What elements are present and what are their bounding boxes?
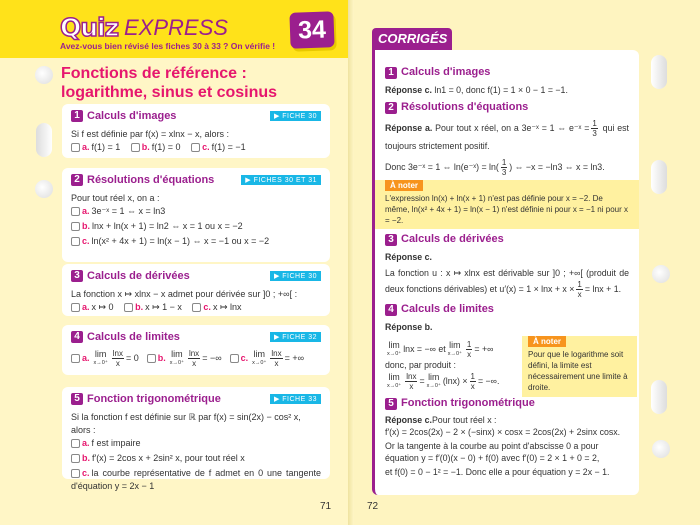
number-badge: 1 xyxy=(385,67,397,79)
binder-slot-icon xyxy=(651,380,667,414)
checkbox[interactable] xyxy=(71,303,80,312)
checkbox[interactable] xyxy=(71,143,80,152)
number-badge: 4 xyxy=(71,331,83,343)
number-badge: 5 xyxy=(71,393,83,405)
number-badge: 1 xyxy=(71,110,83,122)
option-c[interactable]: c. la courbe représentative de f admet en 0 une tangente d'équation y = 2x − 1 xyxy=(71,468,321,491)
option-b[interactable]: b. f(1) = 0 xyxy=(131,141,181,154)
option-c[interactable]: c. lim x→0⁺ $\frac{\ln x}{x}$ = +∞ xyxy=(230,349,304,368)
quiz-card-3 xyxy=(62,264,330,316)
question: Si la fonction f est définie sur ℝ par f(x) = sin(2x) − cos² x, alors : xyxy=(71,412,301,435)
corriges-tab: CORRIGÉS xyxy=(372,28,452,50)
page-number: 71 xyxy=(320,501,332,512)
quiz-card-5 xyxy=(62,387,330,491)
quiz-card-1 xyxy=(62,104,330,158)
number-badge: 2 xyxy=(385,102,397,114)
quiz-number-badge: 34 xyxy=(289,11,334,49)
checkbox[interactable] xyxy=(71,237,80,246)
number-badge: 5 xyxy=(385,398,397,410)
checkbox[interactable] xyxy=(131,143,140,152)
binder-hole-icon xyxy=(35,66,53,84)
express-label: EXPRESS xyxy=(124,15,228,40)
number-badge: 2 xyxy=(71,174,83,186)
fiche-link[interactable]: ▶ FICHES 30 ET 31 xyxy=(241,175,321,185)
card-title: Résolutions d'équations xyxy=(87,174,215,186)
section-title: Calculs de dérivées xyxy=(401,233,504,245)
note-box: À noter Pour que le logarithme soit défini, la limite est nécessairement une limite à droite. xyxy=(522,336,637,397)
binder-slot-icon xyxy=(651,55,667,89)
card-title: Calculs de limites xyxy=(87,331,180,343)
binder-slot-icon xyxy=(36,123,52,157)
checkbox[interactable] xyxy=(71,469,80,478)
section-title: Résolutions d'équations xyxy=(401,101,529,113)
option-b[interactable]: b. f′(x) = 2cos x + 2sin² x, pour tout réel x xyxy=(71,452,245,465)
option-c[interactable]: c. x ↦ lnx xyxy=(192,301,241,314)
binder-hole-icon xyxy=(652,440,670,458)
fiche-link[interactable]: ▶ FICHE 32 xyxy=(270,332,321,342)
checkbox[interactable] xyxy=(230,354,239,363)
option-b[interactable]: b. lim x→0⁺ $\frac{\ln x}{x}$ = −∞ xyxy=(147,349,222,368)
checkbox[interactable] xyxy=(192,303,201,312)
question: Si f est définie par f(x) = xlnx − x, alors : xyxy=(71,129,230,139)
section-title: Fonction trigonométrique xyxy=(401,397,535,409)
option-a[interactable]: a. f(1) = 1 xyxy=(71,141,120,154)
option-a[interactable]: a. lim x→0⁺ $\frac{\ln x}{x}$ = 0 xyxy=(71,349,139,368)
header-subtitle: Avez-vous bien révisé les fiches 30 à 33 ? On vérifie ! xyxy=(60,41,276,51)
card-title: Calculs d'images xyxy=(87,110,177,122)
option-c[interactable]: c. f(1) = −1 xyxy=(191,141,246,154)
checkbox[interactable] xyxy=(71,454,80,463)
binder-hole-icon xyxy=(35,180,53,198)
number-badge: 3 xyxy=(71,270,83,282)
card-title: Fonction trigonométrique xyxy=(87,393,221,405)
number-badge: 4 xyxy=(385,304,397,316)
question: La fonction x ↦ xlnx − x admet pour dérivée sur ]0 ; +∞[ : xyxy=(71,289,298,299)
note-box: À noter L'expression ln(x) + ln(x + 1) n'est pas définie pour x = −2. De même, ln(x² + 4x + 1) = ln(x − 1) n'est définie ni pour x = −1 ni pour x = −2. xyxy=(375,180,639,229)
checkbox[interactable] xyxy=(147,354,156,363)
question: Pour tout réel x, on a : xyxy=(71,193,160,203)
quiz-logo: Quiz xyxy=(60,13,119,42)
checkbox[interactable] xyxy=(191,143,200,152)
quiz-card-4 xyxy=(62,325,330,375)
page-number: 72 xyxy=(367,501,379,512)
option-b[interactable]: b. x ↦ 1 − x xyxy=(124,301,182,314)
checkbox[interactable] xyxy=(71,222,80,231)
option-a[interactable]: a. 3e⁻ˣ = 1 ⇔ x = ln3 xyxy=(71,205,165,218)
binder-hole-icon xyxy=(652,265,670,283)
option-c[interactable]: c. ln(x² + 4x + 1) = ln(x − 1) ⇔ x = −1 ou x = −2 xyxy=(71,235,269,248)
quiz-card-2 xyxy=(62,168,330,262)
fiche-link[interactable]: ▶ FICHE 33 xyxy=(270,394,321,404)
checkbox[interactable] xyxy=(71,439,80,448)
page-title: Fonctions de référence : logarithme, sinus et cosinus xyxy=(61,65,278,101)
checkbox[interactable] xyxy=(124,303,133,312)
fiche-link[interactable]: ▶ FICHE 30 xyxy=(270,271,321,281)
option-a[interactable]: a. f est impaire xyxy=(71,437,141,450)
option-a[interactable]: a. x ↦ 0 xyxy=(71,301,114,314)
corriges-card: 1 Calculs d'images Réponse c. ln1 = 0, donc f(1) = 1 × 0 − 1 = −1. 2 Résolutions d'équations Réponse a. Pour tout x réel, on a 3e⁻ˣ = 1 ⇔ e⁻ˣ = $\frac{1}{3}$ qui est toujours strictement positif. Donc 3e⁻ˣ = 1 ⇔ ln(e⁻ˣ) = ln( $\frac{1}{3}$ ) ⇔ −x = −ln3 ⇔ x = ln3. À noter L'expression ln(x) + ln(x + 1) n'est pas définie pour x = −2. De même, ln(x² + 4x + 1) = ln(x − 1) n'est définie ni pour x = −1 ni pour x = −2. 3 Calculs de dérivées Réponse c. La fonction u : x ↦ xlnx est dérivable sur ]0 ; +∞[ (produit de deux fonctions dérivables) et u′(x) = 1 × lnx + x × $\frac{1}{x}$ = lnx + 1. 4 Calculs de limites Réponse b. lim x→0⁺ lnx = −∞ et lim x→0⁺ $\frac{1}{x}$ = +∞ donc, par produit : lim x→0⁺ $\frac{\ln x}{x}$ = lim x→0⁺ (lnx) × $\frac{1}{x}$ = −∞. À noter Pour que le logarithme soit défini, la limite est nécessairement une limite à droite. 5 Fonction trigonométrique Réponse c.Pour tout réel x : f′(x) = 2cos(2x) − 2 × (−sinx) × cosx = 2cos(2x) + 2sinx cosx. Or la tangente à la courbe au point d'abscisse 0 a pour équation y = f′(0)(x − 0) + f(0) avec f′(0) = 2 × 1 + 0 = 2, et f(0) = 0 − 1² = −1. Donc elle a pour équation y = 2x − 1. xyxy=(372,50,639,495)
fiche-link[interactable]: ▶ FICHE 30 xyxy=(270,111,321,121)
number-badge: 3 xyxy=(385,234,397,246)
checkbox[interactable] xyxy=(71,207,80,216)
checkbox[interactable] xyxy=(71,354,80,363)
section-title: Calculs de limites xyxy=(401,303,494,315)
binder-slot-icon xyxy=(651,160,667,194)
card-title: Calculs de dérivées xyxy=(87,270,190,282)
quiz-header xyxy=(0,0,350,58)
section-title: Calculs d'images xyxy=(401,66,491,78)
option-b[interactable]: b. lnx + ln(x + 1) = ln2 ⇔ x = 1 ou x = −2 xyxy=(71,220,243,233)
